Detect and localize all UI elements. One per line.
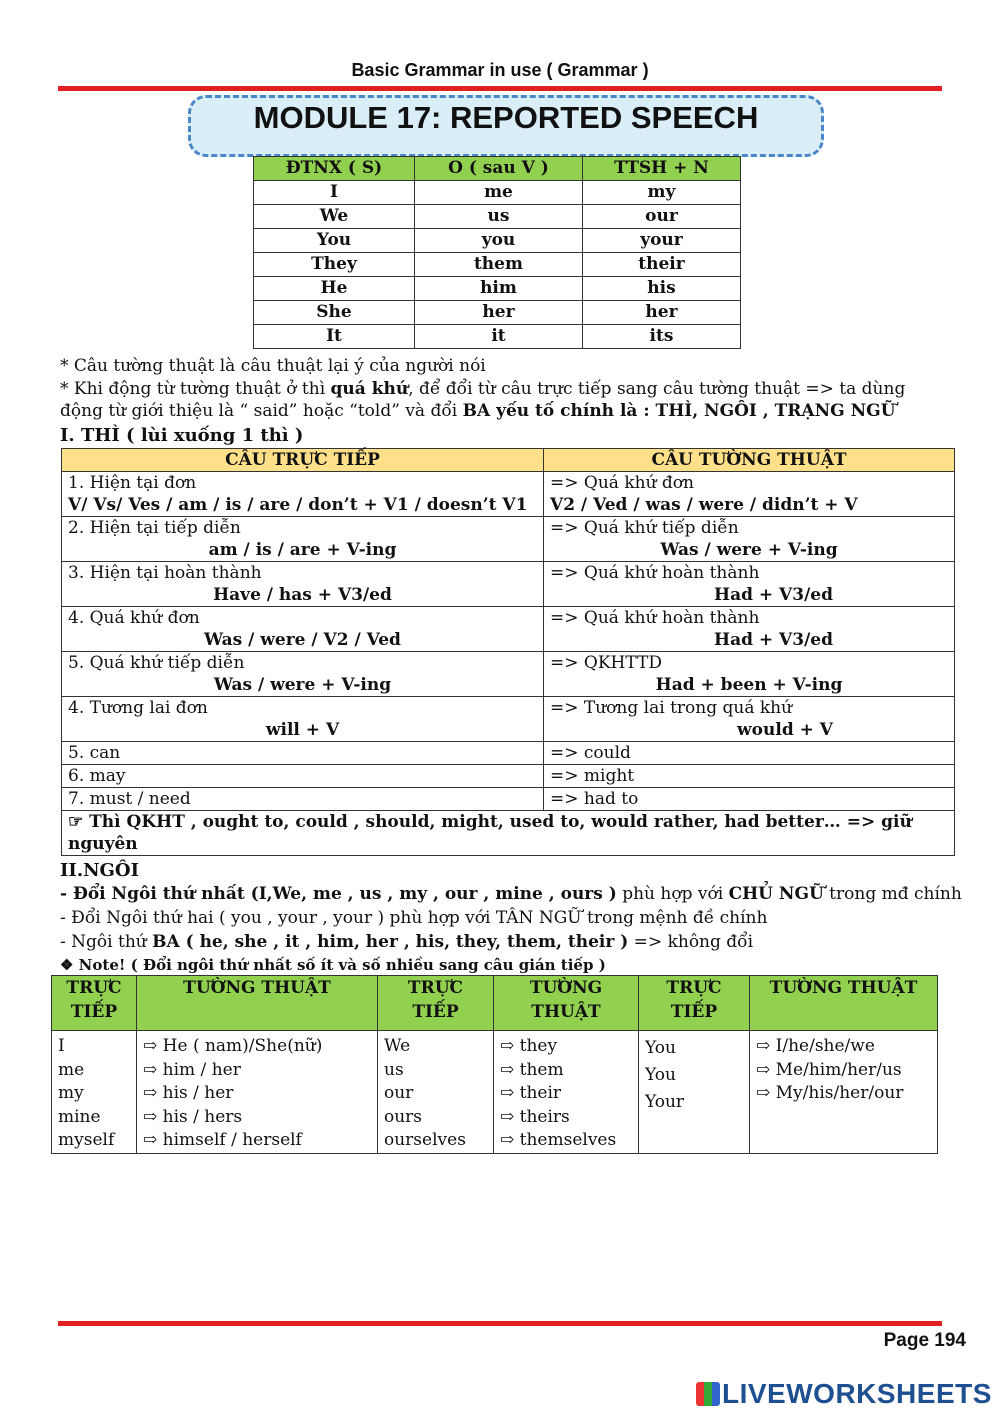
person-note: ❖ Note! ( Đổi ngôi thứ nhất số ít và số nhiều sang câu gián tiếp ) (60, 956, 606, 974)
pronoun: You (645, 1038, 676, 1058)
pronoun: ⇨ He ( nam)/She(nữ) (143, 1036, 323, 1056)
person-header: TRỰC TIẾP (52, 976, 137, 1031)
rule-text: phù hợp với (616, 884, 729, 904)
pronoun-cell: his (582, 277, 740, 301)
pronoun: Your (645, 1092, 685, 1112)
pronoun-cell: her (414, 301, 582, 325)
person-header: TƯỜNG THUẬT (494, 976, 639, 1031)
pronoun-cell: it (414, 325, 582, 349)
reported-cell (544, 562, 955, 607)
direct-cell: 5. can (62, 742, 544, 765)
tense-table (61, 448, 955, 856)
reported-singular-cell (137, 1031, 378, 1154)
page-number: Page 194 (883, 1330, 966, 1351)
brand-logo (696, 1378, 992, 1410)
person-header: TƯỜNG THUẬT (750, 976, 938, 1031)
pronoun-cell: He (254, 277, 415, 301)
direct-cell (62, 472, 544, 517)
module-title: MODULE 17: REPORTED SPEECH (253, 100, 759, 135)
reported-cell: => might (544, 765, 955, 788)
pronoun: I (58, 1036, 65, 1056)
pronoun: ⇨ their (500, 1083, 562, 1103)
tense-form: V2 / Ved / was / were / didn’t + V (550, 495, 858, 515)
pronoun-cell: We (254, 205, 415, 229)
keep-note: ☞ Thì QKHT , ought to, could , should, might, used to, would rather, had better… => giữ nguyên (62, 811, 955, 856)
rule-text: - Ngôi thứ (60, 932, 153, 952)
pronoun-cell: my (582, 181, 740, 205)
pronoun-cell: us (414, 205, 582, 229)
pronoun-cell: her (582, 301, 740, 325)
pronoun-cell: them (414, 253, 582, 277)
pronoun: You (645, 1065, 676, 1085)
brand-name: LIVEWORKSHEETS (722, 1378, 992, 1409)
pronoun-header: ĐTNX ( S) (254, 157, 415, 181)
section-tense-title: I. THÌ ( lùi xuống 1 thì ) (60, 425, 304, 446)
tense-header: CÂU TƯỜNG THUẬT (544, 449, 955, 472)
table-row (254, 253, 741, 277)
table-row (254, 277, 741, 301)
pronoun: myself (58, 1130, 115, 1150)
person-table (51, 975, 938, 1154)
reported-cell (544, 472, 955, 517)
pronoun: ⇨ him / her (143, 1059, 241, 1080)
person-rule-first (60, 883, 962, 906)
tense-form: V/ Vs/ Ves / am / is / are / don’t + V1 / doesn’t V1 (68, 495, 528, 515)
pronoun-cell: its (582, 325, 740, 349)
tense-form: Was / were + V-ing (660, 540, 838, 560)
direct-singular-cell (52, 1031, 137, 1154)
tense-name: => Quá khứ tiếp diễn (550, 518, 739, 538)
direct-plural-cell (378, 1031, 494, 1154)
reported-cell (544, 652, 955, 697)
tense-form: Was / were + V-ing (213, 675, 392, 695)
pronoun-cell: you (414, 229, 582, 253)
table-row (254, 181, 741, 205)
top-divider (58, 86, 942, 91)
note-text: , để đổi từ câu trực tiếp sang câu tường thuật => ta dùng (408, 379, 906, 399)
pronoun-cell: I (254, 181, 415, 205)
pronoun-cell: It (254, 325, 415, 349)
tense-form: Had + been + V-ing (655, 675, 843, 695)
tense-form: Had + V3/ed (714, 630, 833, 650)
pronoun: ⇨ his / hers (143, 1106, 243, 1127)
pronoun: ⇨ themselves (500, 1130, 617, 1150)
tense-name: => Quá khứ hoàn thành (550, 563, 760, 583)
pronoun-table (253, 156, 741, 349)
tense-name: 2. Hiện tại tiếp diễn (68, 518, 241, 538)
pronoun: ⇨ theirs (500, 1106, 570, 1127)
tense-name: => Tương lai trong quá khứ (550, 698, 793, 718)
pronoun: ⇨ they (500, 1036, 558, 1056)
table-row (254, 205, 741, 229)
pronoun: ⇨ his / her (143, 1083, 234, 1103)
note-emphasis: quá khứ (330, 379, 409, 399)
table-row (62, 562, 955, 607)
direct-cell (62, 517, 544, 562)
rule-emphasis: BA ( he, she , it , him, her , his, they, them, their ) (152, 932, 629, 952)
pronoun: ⇨ My/his/her/our (756, 1083, 904, 1103)
direct-cell (62, 697, 544, 742)
header-title: Basic Grammar in use ( Grammar ) (351, 60, 649, 80)
table-row (62, 517, 955, 562)
note-definition: * Câu tường thuật là câu thuật lại ý của người nói (60, 356, 486, 376)
tense-form: would + V (737, 720, 833, 740)
table-row (62, 472, 955, 517)
pronoun: ourselves (384, 1130, 466, 1150)
tense-name: 3. Hiện tại hoàn thành (68, 563, 262, 583)
reported-plural-cell (494, 1031, 639, 1154)
table-row (62, 742, 955, 765)
note-past-tense (60, 378, 905, 400)
pronoun: ours (384, 1106, 423, 1127)
pronoun: our (384, 1083, 414, 1103)
note-text: động từ giới thiệu là “ said” hoặc “told” và đổi (60, 401, 463, 421)
tense-form: Was / were / V2 / Ved (204, 630, 401, 650)
person-header: TRỰC TIẾP (639, 976, 750, 1031)
rule-text: trong mđ chính (823, 884, 962, 904)
rule-emphasis: - Đổi Ngôi thứ nhất (I,We, me , us , my , our , mine , ours ) (60, 884, 617, 904)
tense-header: CÂU TRỰC TIẾP (62, 449, 544, 472)
tense-form: will + V (265, 720, 340, 740)
pronoun: mine (58, 1106, 101, 1127)
pronoun: us (384, 1059, 404, 1080)
tense-name: 4. Quá khứ đơn (68, 608, 200, 628)
direct-cell: 6. may (62, 765, 544, 788)
tense-name: => Quá khứ đơn (550, 473, 694, 493)
logo-icon (696, 1382, 720, 1406)
pronoun-cell: your (582, 229, 740, 253)
tense-form: Have / has + V3/ed (213, 585, 392, 605)
pronoun-header: O ( sau V ) (414, 157, 582, 181)
tense-name: 4. Tương lai đơn (68, 698, 208, 718)
tense-form: Had + V3/ed (714, 585, 833, 605)
tense-name: 5. Quá khứ tiếp diễn (68, 653, 245, 673)
direct-cell (62, 562, 544, 607)
tense-name: => QKHTTD (550, 653, 662, 673)
pronoun: ⇨ I/he/she/we (756, 1036, 875, 1056)
pronoun-cell: You (254, 229, 415, 253)
table-row (254, 229, 741, 253)
tense-form: am / is / are + V-ing (208, 540, 397, 560)
pronoun: me (58, 1059, 85, 1080)
reported-cell (544, 607, 955, 652)
person-header: TRỰC TIẾP (378, 976, 494, 1031)
table-row (62, 607, 955, 652)
direct-cell: 7. must / need (62, 788, 544, 811)
direct-you-cell (639, 1031, 750, 1154)
pronoun-cell: She (254, 301, 415, 325)
pronoun-header: TTSH + N (582, 157, 740, 181)
note-three-factors (60, 400, 895, 422)
pronoun: We (384, 1036, 411, 1056)
table-row (62, 788, 955, 811)
person-rule-second: - Đổi Ngôi thứ hai ( you , your , your ) phù hợp với TÂN NGỮ trong mệnh đề chính (60, 908, 768, 928)
tense-name: => Quá khứ hoàn thành (550, 608, 760, 628)
pronoun-cell: me (414, 181, 582, 205)
table-row (62, 811, 955, 856)
note-emphasis: BA yếu tố chính là : THÌ, NGÔI , TRẠNG NGỮ (462, 401, 896, 421)
direct-cell (62, 652, 544, 697)
rule-emphasis: CHỦ NGỮ (728, 884, 824, 904)
pronoun: ⇨ them (500, 1059, 564, 1080)
rule-text: => không đổi (628, 932, 754, 952)
table-row (254, 301, 741, 325)
note-text: * Khi động từ tường thuật ở thì (60, 379, 331, 399)
reported-cell: => had to (544, 788, 955, 811)
bottom-divider (58, 1321, 942, 1326)
table-row (52, 1031, 938, 1154)
pronoun-cell: They (254, 253, 415, 277)
table-row (254, 325, 741, 349)
person-header: TƯỜNG THUẬT (137, 976, 378, 1031)
pronoun: my (58, 1083, 84, 1103)
reported-cell: => could (544, 742, 955, 765)
reported-cell (544, 697, 955, 742)
pronoun-cell: their (582, 253, 740, 277)
direct-cell (62, 607, 544, 652)
pronoun-cell: our (582, 205, 740, 229)
section-person-title: II.NGÔI (60, 860, 140, 881)
table-row (62, 765, 955, 788)
pronoun: ⇨ Me/him/her/us (756, 1059, 902, 1080)
tense-name: 1. Hiện tại đơn (68, 473, 197, 493)
table-row (62, 652, 955, 697)
pronoun-cell: him (414, 277, 582, 301)
person-rule-third (60, 931, 753, 954)
reported-you-cell (750, 1031, 938, 1154)
reported-cell (544, 517, 955, 562)
table-row (62, 697, 955, 742)
pronoun: ⇨ himself / herself (143, 1130, 302, 1150)
